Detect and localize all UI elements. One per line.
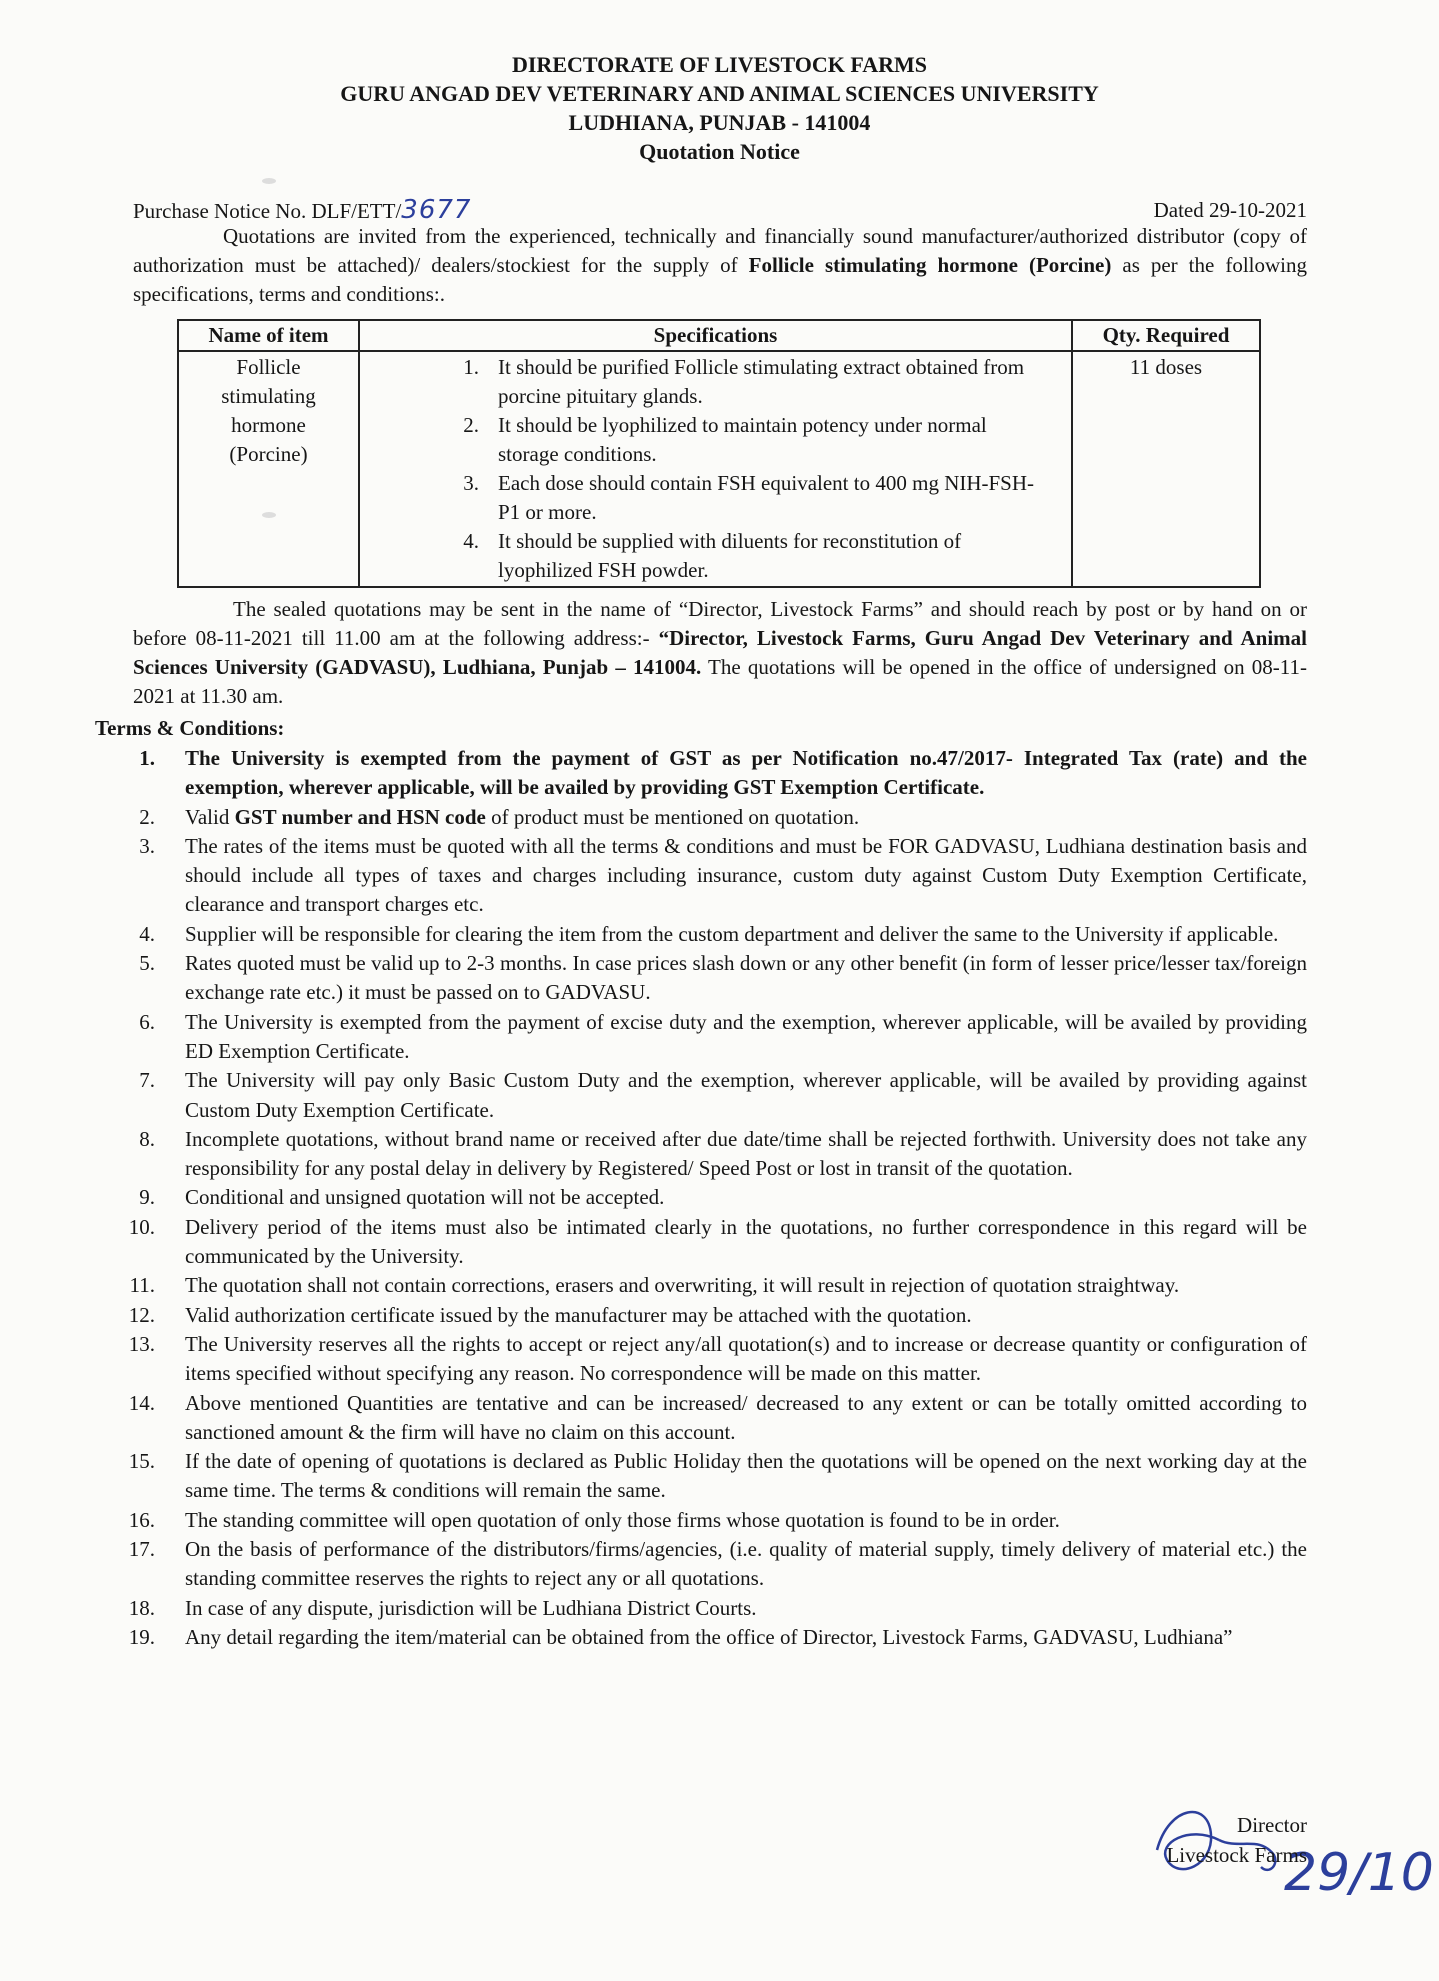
- term-number: 14.: [128, 1390, 155, 1415]
- specs-list: [361, 353, 1070, 585]
- term-item: [95, 1271, 1307, 1300]
- purchase-notice-number: [133, 196, 471, 225]
- submission-paragraph: [133, 595, 1307, 711]
- term-item: [95, 744, 1307, 803]
- term-text: On the basis of performance of the distributors/firms/agencies, (i.e. quality of material supply, timely delivery of material etc.) the standing committee reserves the rights to reject any or all quotations.: [185, 1537, 1307, 1591]
- spec-number: 2.: [463, 413, 479, 437]
- term-number: 12.: [128, 1302, 155, 1327]
- spec-item: [361, 527, 1070, 585]
- term-text: Incomplete quotations, without brand name or received after due date/time shall be rejected forthwith. University does not take any responsibility for any postal delay in delivery by Registered/ Speed Post or lost in transit of the quotation.: [185, 1126, 1307, 1181]
- term-item: [95, 1447, 1307, 1506]
- term-text: Valid authorization certificate issued by the manufacturer may be attached with the quotation.: [185, 1302, 972, 1327]
- term-number: 5.: [139, 951, 155, 976]
- university-address: LUDHIANA, PUNJAB - 141004: [568, 110, 871, 135]
- letterhead: [0, 50, 1439, 166]
- term-text: Above mentioned Quantities are tentative and can be increased/ decreased to any extent or can be totally omitted according to sanctioned amount & the firm will have no claim on this account.: [185, 1390, 1307, 1444]
- handwritten-date: 29/10: [1284, 1843, 1434, 1903]
- org-name: DIRECTORATE OF LIVESTOCK FARMS: [511, 52, 927, 77]
- term-text: Delivery period of the items must also be intimated clearly in the quotations, no further correspondence in this regard will be communicated by the University.: [185, 1214, 1307, 1269]
- term-item: [95, 1594, 1307, 1623]
- column-header-specs: Specifications: [359, 320, 1072, 351]
- term-text: Any detail regarding the item/material can be obtained from the office of Director, Livestock Farms, GADVASU, Ludhiana”: [185, 1624, 1233, 1649]
- term-number: 8.: [139, 1126, 155, 1151]
- university-name: GURU ANGAD DEV VETERINARY AND ANIMAL SCIENCES UNIVERSITY: [340, 81, 1099, 106]
- signatory-title: Director: [1237, 1813, 1307, 1837]
- term-text: Valid: [185, 804, 235, 829]
- term-item: [95, 949, 1307, 1008]
- purchase-notice-label: Purchase Notice No. DLF/ETT/: [133, 199, 402, 223]
- term-text: In case of any dispute, jurisdiction will be Ludhiana District Courts.: [185, 1595, 757, 1620]
- specs-cell: [359, 351, 1072, 587]
- term-number: 6.: [139, 1009, 155, 1034]
- term-text: The standing committee will open quotation of only those firms whose quotation is found to be in order.: [185, 1507, 1060, 1532]
- notice-title: Quotation Notice: [639, 139, 800, 164]
- term-item: [95, 1125, 1307, 1184]
- term-item: [95, 832, 1307, 920]
- term-number: 17.: [128, 1537, 155, 1562]
- term-number: 16.: [128, 1507, 155, 1532]
- spec-number: 4.: [463, 529, 479, 553]
- opening-info: The quotations will be opened in the office of undersigned on 08-11-2021 at 11.30 am.: [133, 655, 1307, 708]
- specification-table: [177, 319, 1261, 588]
- term-item: [95, 1008, 1307, 1067]
- notice-date: Dated 29-10-2021: [1153, 198, 1307, 222]
- term-number: 7.: [139, 1068, 155, 1093]
- term-text-bold: GST number and HSN code: [234, 804, 486, 829]
- intro-text-end: as per the following specifications, terms and conditions:.: [133, 253, 1307, 306]
- scan-smudge: [262, 512, 276, 518]
- term-text: The University is exempted from the payment of excise duty and the exemption, wherever applicable, will be availed by providing ED Exemption Certificate.: [185, 1009, 1307, 1063]
- submission-text: The sealed quotations may be sent in the name of “Director, Livestock Farms” and should reach by post or by hand on or before 08-11-2021 till 11.00 am at the following address:-: [133, 597, 1307, 650]
- term-number: 10.: [128, 1214, 155, 1239]
- qty-cell: 11 doses: [1072, 351, 1260, 587]
- spec-text: It should be lyophilized to maintain potency under normal storage conditions.: [498, 413, 987, 466]
- term-text: The rates of the items must be quoted with all the terms & conditions and must be FOR GADVASU, Ludhiana destination basis and should include all types of taxes and charges including insurance, custom duty against Custom Duty Exemption Certificate, clearance and transport charges etc.: [185, 833, 1307, 917]
- term-number: 2.: [139, 804, 155, 829]
- item-name-cell: [178, 351, 359, 587]
- terms-list: [95, 744, 1307, 1652]
- intro-item-name: Follicle stimulating hormone (Porcine): [748, 253, 1112, 277]
- term-text: The University reserves all the rights to accept or reject any/all quotation(s) and to increase or decrease quantity or configuration of items specified without specifying any reason. No correspondence will be made on this matter.: [185, 1331, 1307, 1386]
- term-number: 19.: [128, 1624, 155, 1649]
- term-text: The quotation shall not contain corrections, erasers and overwriting, it will result in rejection of quotation straightway.: [185, 1273, 1180, 1298]
- spec-text: Each dose should contain FSH equivalent to 400 mg NIH-FSH-P1 or more.: [498, 471, 1035, 524]
- column-header-qty: Qty. Required: [1072, 320, 1260, 351]
- intro-paragraph: [133, 222, 1307, 309]
- term-number: 13.: [128, 1331, 155, 1356]
- term-text: Supplier will be responsible for clearing the item from the custom department and deliver the same to the University if applicable.: [185, 921, 1279, 946]
- term-item: [95, 1301, 1307, 1330]
- spec-text: It should be supplied with diluents for reconstitution of lyophilized FSH powder.: [498, 529, 962, 582]
- item-name: Follicle stimulating hormone (Porcine): [221, 355, 316, 466]
- spec-item: [361, 411, 1070, 469]
- scan-smudge: [262, 178, 276, 184]
- term-number: 18.: [128, 1595, 155, 1620]
- table-row: [178, 351, 1260, 587]
- term-number: 15.: [128, 1449, 155, 1474]
- term-text: The University will pay only Basic Custom Duty and the exemption, wherever applicable, will be availed by providing against Custom Duty Exemption Certificate.: [185, 1068, 1307, 1122]
- term-text: The University is exempted from the payment of GST as per Notification no.47/2017- Integrated Tax (rate) and the exemption, wherever applicable, will be availed by providing GST Exemption Certificate.: [185, 746, 1307, 800]
- term-number: 1.: [139, 746, 155, 770]
- table-header-row: [178, 320, 1260, 351]
- column-header-item: Name of item: [178, 320, 359, 351]
- term-number: 3.: [139, 833, 155, 858]
- spec-item: [361, 469, 1070, 527]
- term-item: [95, 1066, 1307, 1125]
- term-text: If the date of opening of quotations is declared as Public Holiday then the quotations will be opened on the next working day at the same time. The terms & conditions will remain the same.: [185, 1449, 1307, 1503]
- signatory-office: Livestock Farms: [1166, 1843, 1307, 1867]
- term-text: Rates quoted must be valid up to 2-3 months. In case prices slash down or any other benefit (in form of lesser price/lesser tax/foreign exchange rate etc.) it must be passed on to GADVASU.: [185, 951, 1307, 1005]
- term-item: [95, 1506, 1307, 1535]
- term-item: [95, 1389, 1307, 1448]
- term-item: [95, 1330, 1307, 1389]
- term-text: Conditional and unsigned quotation will not be accepted.: [185, 1185, 665, 1210]
- term-item: [95, 1183, 1307, 1212]
- spec-text: It should be purified Follicle stimulating extract obtained from porcine pituitary glands.: [498, 355, 1025, 408]
- term-item: [95, 803, 1307, 832]
- spec-number: 3.: [463, 471, 479, 495]
- term-number: 11.: [129, 1273, 155, 1298]
- spec-number: 1.: [463, 355, 479, 379]
- term-item: [95, 1623, 1307, 1652]
- term-item: [95, 1213, 1307, 1272]
- intro-text: Quotations are invited from the experienced, technically and financially sound manufacturer/authorized distributor (copy of authorization must be attached)/ dealers/stockiest for the supply of: [133, 224, 1307, 277]
- submission-address: “Director, Livestock Farms, Guru Angad Dev Veterinary and Animal Sciences University (GADVASU), Ludhiana, Punjab – 141004.: [133, 626, 1307, 679]
- handwritten-notice-number: 3677: [401, 195, 472, 225]
- term-text: of product must be mentioned on quotation.: [485, 804, 860, 829]
- term-number: 9.: [139, 1185, 155, 1210]
- terms-heading: Terms & Conditions:: [95, 716, 285, 740]
- term-item: [95, 1535, 1307, 1594]
- term-number: 4.: [139, 921, 155, 946]
- spec-item: [361, 353, 1070, 411]
- term-item: [95, 920, 1307, 949]
